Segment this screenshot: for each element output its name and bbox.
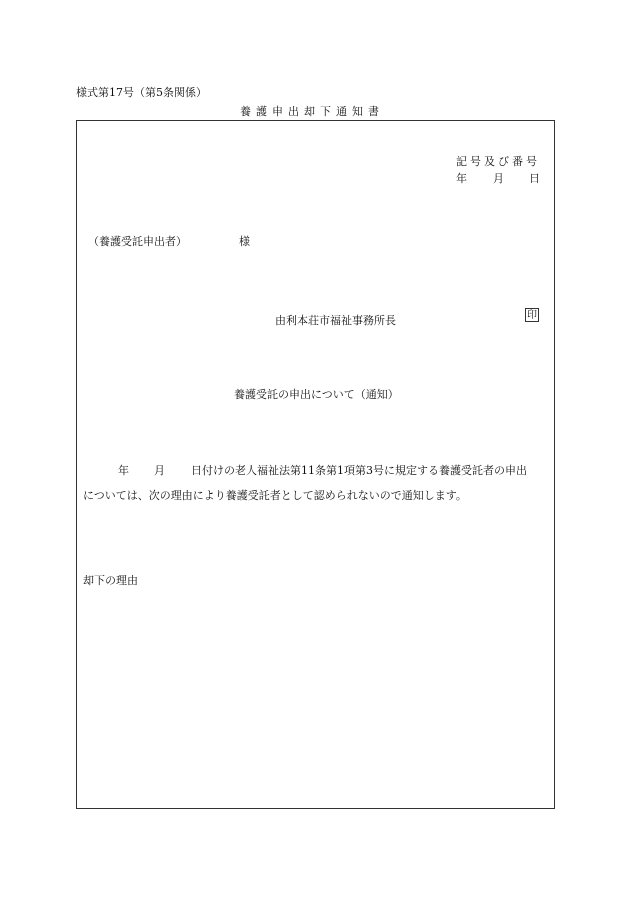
seal-mark: 印 (527, 310, 537, 321)
addressee-label: （養護受託申出者） (88, 235, 187, 248)
code-and-number-label: 記号及び番号 (456, 155, 540, 168)
form-number: 様式第17号（第5条関係） (76, 86, 207, 99)
body-line1-text: 日付けの老人福祉法第11条第1項第3号に規定する養護受託者の申出 (191, 464, 527, 477)
document-title: 養護申出却下通知書 (240, 105, 384, 118)
subject-line: 養護受託の申出について（通知） (234, 388, 399, 401)
addressee-honorific: 様 (239, 235, 250, 248)
rejection-reason-label: 却下の理由 (83, 574, 138, 587)
body-month: 月 (154, 464, 165, 477)
month-label: 月 (493, 172, 504, 185)
body-year: 年 (118, 464, 129, 477)
body-second-line: については、次の理由により養護受託者として認められないので通知します。 (83, 489, 467, 502)
sender-title: 由利本荘市福祉事務所長 (275, 314, 396, 327)
day-label: 日 (529, 172, 540, 185)
year-label: 年 (456, 172, 467, 185)
